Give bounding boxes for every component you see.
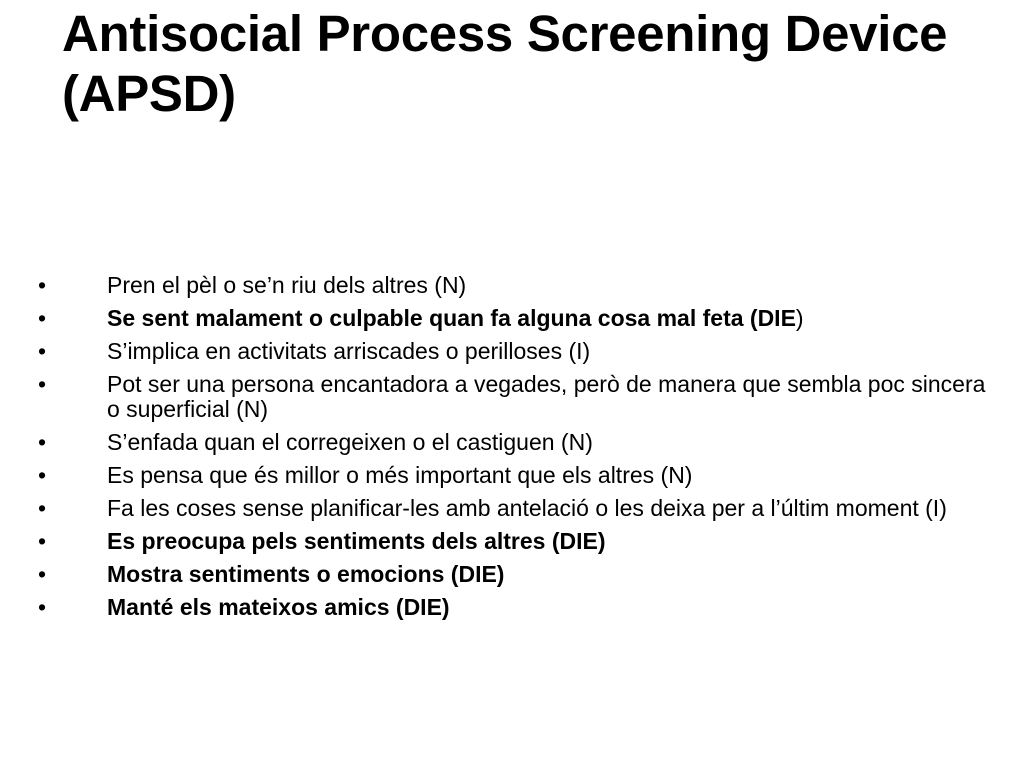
bullet-icon: •: [38, 462, 47, 488]
list-item-tail: ): [795, 305, 804, 331]
bullet-icon: •: [38, 429, 47, 455]
list-item: [38, 372, 998, 422]
list-item: [38, 273, 998, 298]
list-item-text: S’implica en activitats arriscades o perilloses (I): [107, 338, 591, 364]
bullet-list: [38, 273, 998, 628]
list-item: [38, 339, 998, 364]
list-item-text: Pot ser una persona encantadora a vegades, però de manera que sembla poc sincera o superficial (N): [107, 371, 986, 422]
slide-title: Antisocial Process Screening Device (APSD): [62, 5, 948, 122]
bullet-icon: •: [38, 594, 47, 620]
list-item-text: Manté els mateixos amics (DIE): [107, 594, 450, 620]
bullet-icon: •: [38, 495, 47, 521]
list-item-text: Pren el pèl o se’n riu dels altres (N): [107, 272, 467, 298]
list-item-text: Se sent malament o culpable quan fa alguna cosa mal feta (DIE: [107, 305, 796, 331]
list-item-text: Mostra sentiments o emocions (DIE): [107, 561, 505, 587]
list-item: [38, 306, 998, 331]
list-item: [38, 496, 998, 521]
list-item: [38, 595, 998, 620]
bullet-icon: •: [38, 272, 47, 298]
list-item: [38, 430, 998, 455]
bullet-icon: •: [38, 528, 47, 554]
bullet-icon: •: [38, 338, 47, 364]
list-item: [38, 529, 998, 554]
list-item: [38, 463, 998, 488]
list-item-text: Fa les coses sense planificar-les amb antelació o les deixa per a l’últim moment (I): [107, 495, 947, 521]
list-item: [38, 562, 998, 587]
bullet-icon: •: [38, 561, 47, 587]
bullet-icon: •: [38, 371, 47, 397]
list-item-text: Es pensa que és millor o més important que els altres (N): [107, 462, 693, 488]
list-item-text: Es preocupa pels sentiments dels altres (DIE): [107, 528, 606, 554]
list-item-text: S’enfada quan el corregeixen o el castiguen (N): [107, 429, 593, 455]
list-item-text-wrap: [107, 306, 998, 331]
bullet-icon: •: [38, 305, 47, 331]
